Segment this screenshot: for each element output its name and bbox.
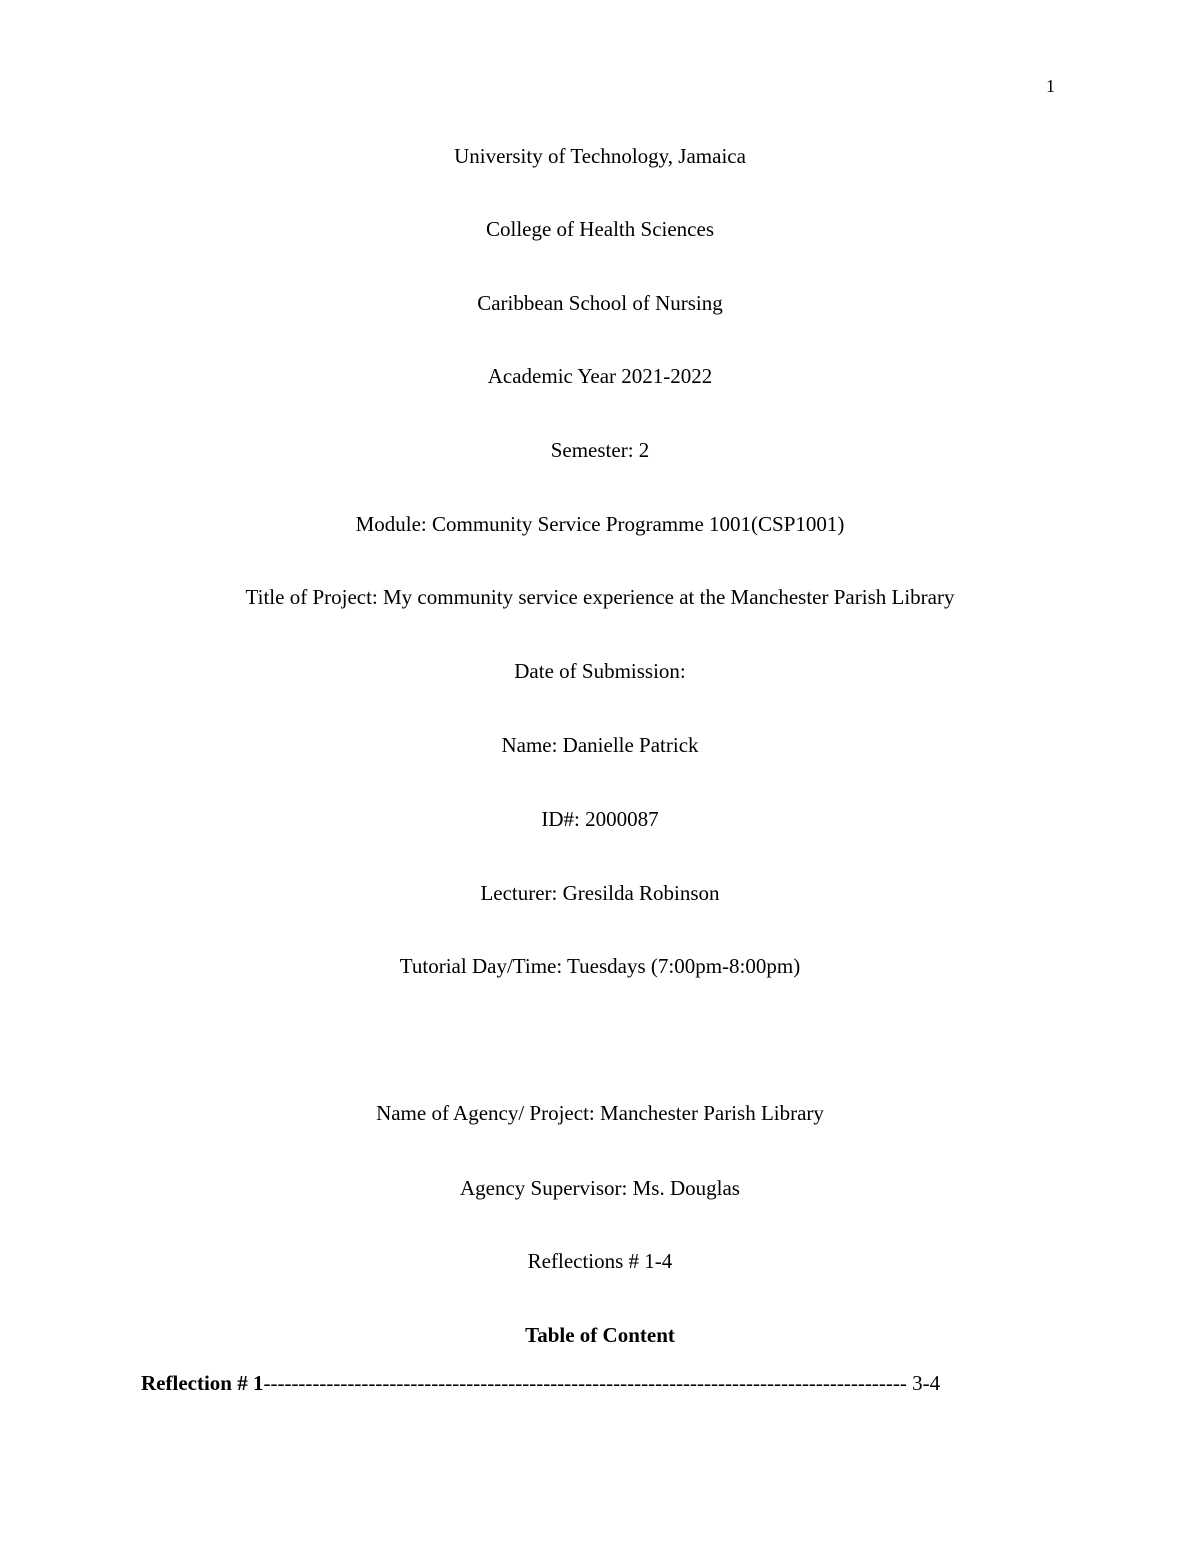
college-name: College of Health Sciences — [485, 217, 714, 241]
toc-entry-pages: 3-4 — [906, 1371, 941, 1395]
reflections-range: Reflections # 1-4 — [527, 1249, 673, 1273]
student-name: Name: Danielle Patrick — [501, 733, 699, 757]
submission-date: Date of Submission: — [514, 659, 686, 683]
module: Module: Community Service Programme 1001(CSP1001) — [355, 512, 845, 536]
agency-supervisor: Agency Supervisor: Ms. Douglas — [460, 1176, 740, 1200]
university-name: University of Technology, Jamaica — [454, 144, 746, 168]
semester: Semester: 2 — [550, 438, 650, 462]
page-number: 1 — [1046, 76, 1055, 96]
tutorial-time: Tutorial Day/Time: Tuesdays (7:00pm-8:00pm) — [399, 954, 801, 978]
student-id: ID#: 2000087 — [541, 807, 659, 831]
agency-name: Name of Agency/ Project: Manchester Parish Library — [376, 1101, 824, 1125]
toc-entry-label: Reflection # 1 — [141, 1371, 264, 1395]
toc-entry — [141, 1369, 1021, 1397]
toc-entry-leader: -------------------------------------------------------------------------------------------- — [263, 1371, 907, 1395]
project-title: Title of Project: My community service experience at the Manchester Parish Library — [245, 585, 955, 609]
toc-heading: Table of Content — [525, 1323, 675, 1347]
lecturer: Lecturer: Gresilda Robinson — [480, 881, 720, 905]
school-name: Caribbean School of Nursing — [477, 291, 723, 315]
academic-year: Academic Year 2021-2022 — [487, 364, 713, 388]
